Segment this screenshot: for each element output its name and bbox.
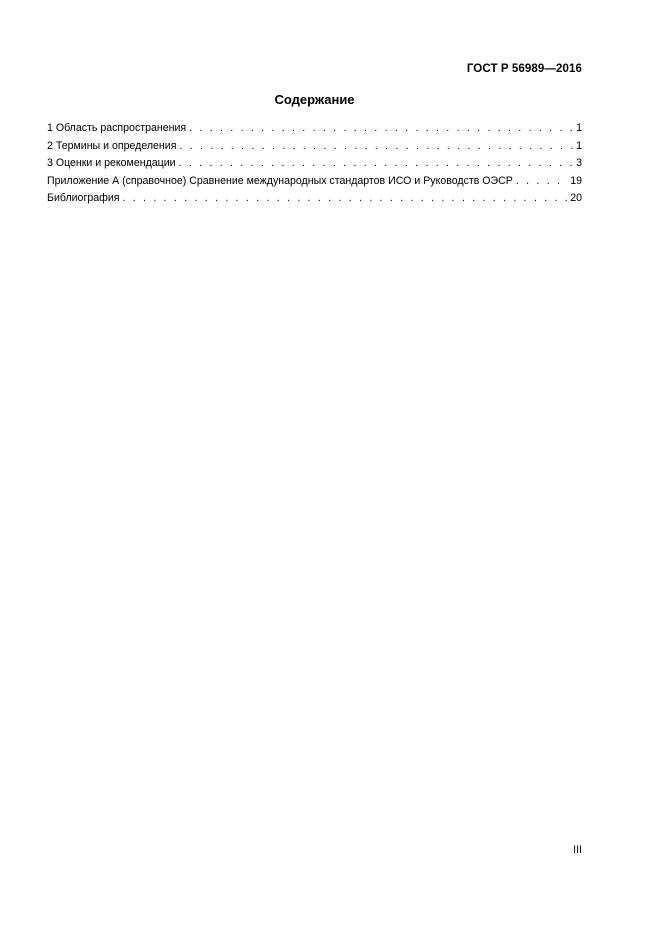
toc-entry-terms[interactable]: [47, 138, 582, 156]
toc-entry-appendix-a[interactable]: [47, 173, 582, 191]
table-of-contents: [47, 120, 582, 208]
toc-entry-page: 3: [576, 157, 582, 169]
toc-entry-page: 1: [576, 122, 582, 134]
toc-title: Содержание: [274, 92, 355, 107]
toc-entry-page: 19: [570, 174, 582, 187]
toc-dot-leader: [179, 138, 574, 156]
toc-dot-leader: [179, 155, 575, 173]
toc-entry-text: 2 Термины и определения: [47, 139, 177, 152]
toc-entry-scope[interactable]: [47, 120, 582, 138]
toc-entry-text: Приложение А (справочное) Сравнение международных стандартов ИСО и Руководств ОЭСР: [47, 174, 513, 187]
toc-dot-leader: [189, 120, 574, 138]
toc-entry-text: Библиография: [47, 192, 120, 204]
toc-entry-page: 20: [570, 192, 582, 204]
toc-dot-leader: [516, 173, 568, 191]
toc-entry-bibliography[interactable]: [47, 190, 582, 208]
page-number: III: [573, 844, 582, 856]
toc-entry-text: 3 Оценки и рекомендации: [47, 157, 176, 169]
toc-entry-text: 1 Область распространения: [47, 122, 187, 134]
toc-entry-page: 1: [576, 139, 582, 152]
toc-entry-assessments[interactable]: [47, 155, 582, 173]
toc-dot-leader: [122, 190, 568, 208]
document-code: ГОСТ Р 56989—2016: [466, 63, 582, 75]
